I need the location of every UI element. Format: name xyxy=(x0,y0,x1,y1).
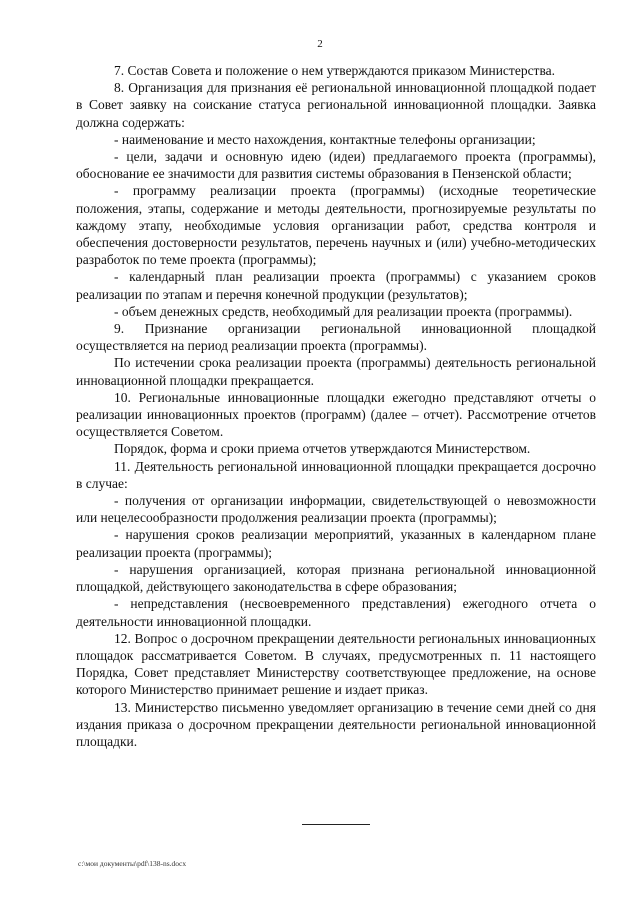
paragraph-9: 9. Признание организации региональной инновационной площадкой осуществляется на период реализации проекта (программы). xyxy=(76,321,596,354)
page-number: 2 xyxy=(317,38,323,50)
paragraph-9-expiry: По истечении срока реализации проекта (программы) деятельность региональной инновационной площадки прекращается. xyxy=(76,355,596,388)
list-item-impossibility: - получения от организации информации, свидетельствующей о невозможности или нецелесообразности продолжения реализации проекта (программы); xyxy=(76,493,596,526)
paragraph-11: 11. Деятельность региональной инновационной площадки прекращается досрочно в случае: xyxy=(76,458,596,491)
list-item-goals: - цели, задачи и основную идею (идеи) предлагаемого проекта (программы), обоснование ее значимости для развития системы образования в Пензенской области; xyxy=(76,149,596,182)
list-item-law-violation: - нарушения организацией, которая признана региональной инновационной площадкой, действующего законодательства в сфере образования; xyxy=(76,561,596,595)
paragraph-12: 12. Вопрос о досрочном прекращении деятельности региональных инновационных площадок рассматривается Советом. В случаях, предусмотренных п. 11 настоящего Порядка, Совет представляет Министерству соответствующее предложение, на основе которого Министерство принимает решение и издает приказ. xyxy=(76,630,596,698)
paragraph-10: 10. Региональные инновационные площадки ежегодно представляют отчеты о реализации инновационных проектов (программ) (далее – отчет). Рассмотрение отчетов осуществляется Советом. xyxy=(76,389,596,440)
footer-file-path: c:\мои документы\pdf\138-ns.docx xyxy=(78,859,187,868)
list-item-no-report: - непредставления (несвоевременного представления) ежегодного отчета о деятельности инновационной площадки. xyxy=(76,596,596,629)
list-item-program: - программу реализации проекта (программы) (исходные теоретические положения, этапы, содержание и методы деятельности, прогнозируемые результаты по каждому этапу, необходимые условия организации работ, средства контроля и обеспечения достоверности результатов, перечень научных и (или) учебно-методических разработок по теме проекта (программы); xyxy=(76,183,596,268)
list-item-calendar-plan: - календарный план реализации проекта (программы) с указанием сроков реализации по этапам и перечня конечной продукции (результатов); xyxy=(76,269,596,302)
paragraph-10-procedure: Порядок, форма и сроки приема отчетов утверждаются Министерством. xyxy=(114,441,531,457)
list-item-funding: - объем денежных средств, необходимый для реализации проекта (программы). xyxy=(114,303,573,319)
end-divider-line xyxy=(302,824,370,825)
paragraph-13: 13. Министерство письменно уведомляет организацию в течение семи дней со дня издания приказа о досрочном прекращении деятельности региональной инновационной площадки. xyxy=(76,699,596,749)
list-item-deadline-violation: - нарушения сроков реализации мероприятий, указанных в календарном плане реализации проекта (программы); xyxy=(76,527,596,560)
document-body xyxy=(76,62,596,750)
paragraph-8: 8. Организация для признания её региональной инновационной площадкой подает в Совет заявку на соискание статуса региональной инновационной площадки. Заявка должна содержать: xyxy=(76,80,596,130)
paragraph-7: 7. Состав Совета и положение о нем утверждаются приказом Министерства. xyxy=(114,63,556,78)
list-item-name-location: - наименование и место нахождения, контактные телефоны организации; xyxy=(114,131,536,147)
